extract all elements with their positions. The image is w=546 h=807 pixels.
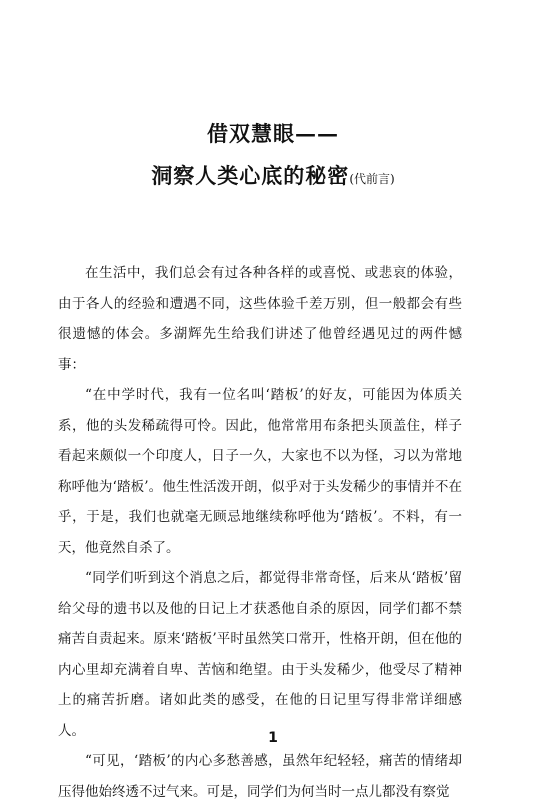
title-sub: 洞察人类心底的秘密 bbox=[151, 163, 350, 188]
page-number: 1 bbox=[268, 730, 278, 746]
paragraph: “在中学时代，我有一位名叫‘踏板’的好友，可能因为体质关系，他的头发稀疏得可怜。因此，他常常用布条把头顶盖住，样子看起来颇似一个印度人，日子一久，大家也不以为怪，习以为常地称呼他为‘踏板’。他生性活泼开朗，似乎对于头发稀少的事情并不在乎，于是，我们也就毫无顾忌地继续称呼他为‘踏板’。不料，有一天，他竟然自杀了。 bbox=[58, 387, 462, 556]
title-sub-line bbox=[0, 160, 546, 190]
title-main: 借双慧眼—— bbox=[207, 121, 339, 146]
paragraph: 在生活中，我们总会有过各种各样的或喜悦、或悲哀的体验，由于各人的经验和遭遇不同，这些体验千差万别，但一般都会有些很遗憾的体会。多湖辉先生给我们讲述了他曾经遇见过的两件憾事： bbox=[58, 265, 462, 373]
paragraph: “同学们听到这个消息之后，都觉得非常奇怪，后来从‘踏板’留给父母的遗书以及他的日记上才获悉他自杀的原因，同学们都不禁痛苦自责起来。原来‘踏板’平时虽然笑口常开，性格开朗，但在他的内心里却充满着自卑、苦恼和绝望。由于头发稀少，他受尽了精神上的痛苦折磨。诸如此类的感受，在他的日记里写得非常详细感人。 bbox=[58, 570, 462, 739]
body-text bbox=[58, 258, 462, 807]
paragraph: “可见，‘踏板’的内心多愁善感，虽然年纪轻轻，痛苦的情绪却压得他始终透不过气来。可是，同学们为何当时一点儿都没有察觉 bbox=[58, 753, 462, 800]
title-note: (代前言) bbox=[349, 172, 395, 186]
